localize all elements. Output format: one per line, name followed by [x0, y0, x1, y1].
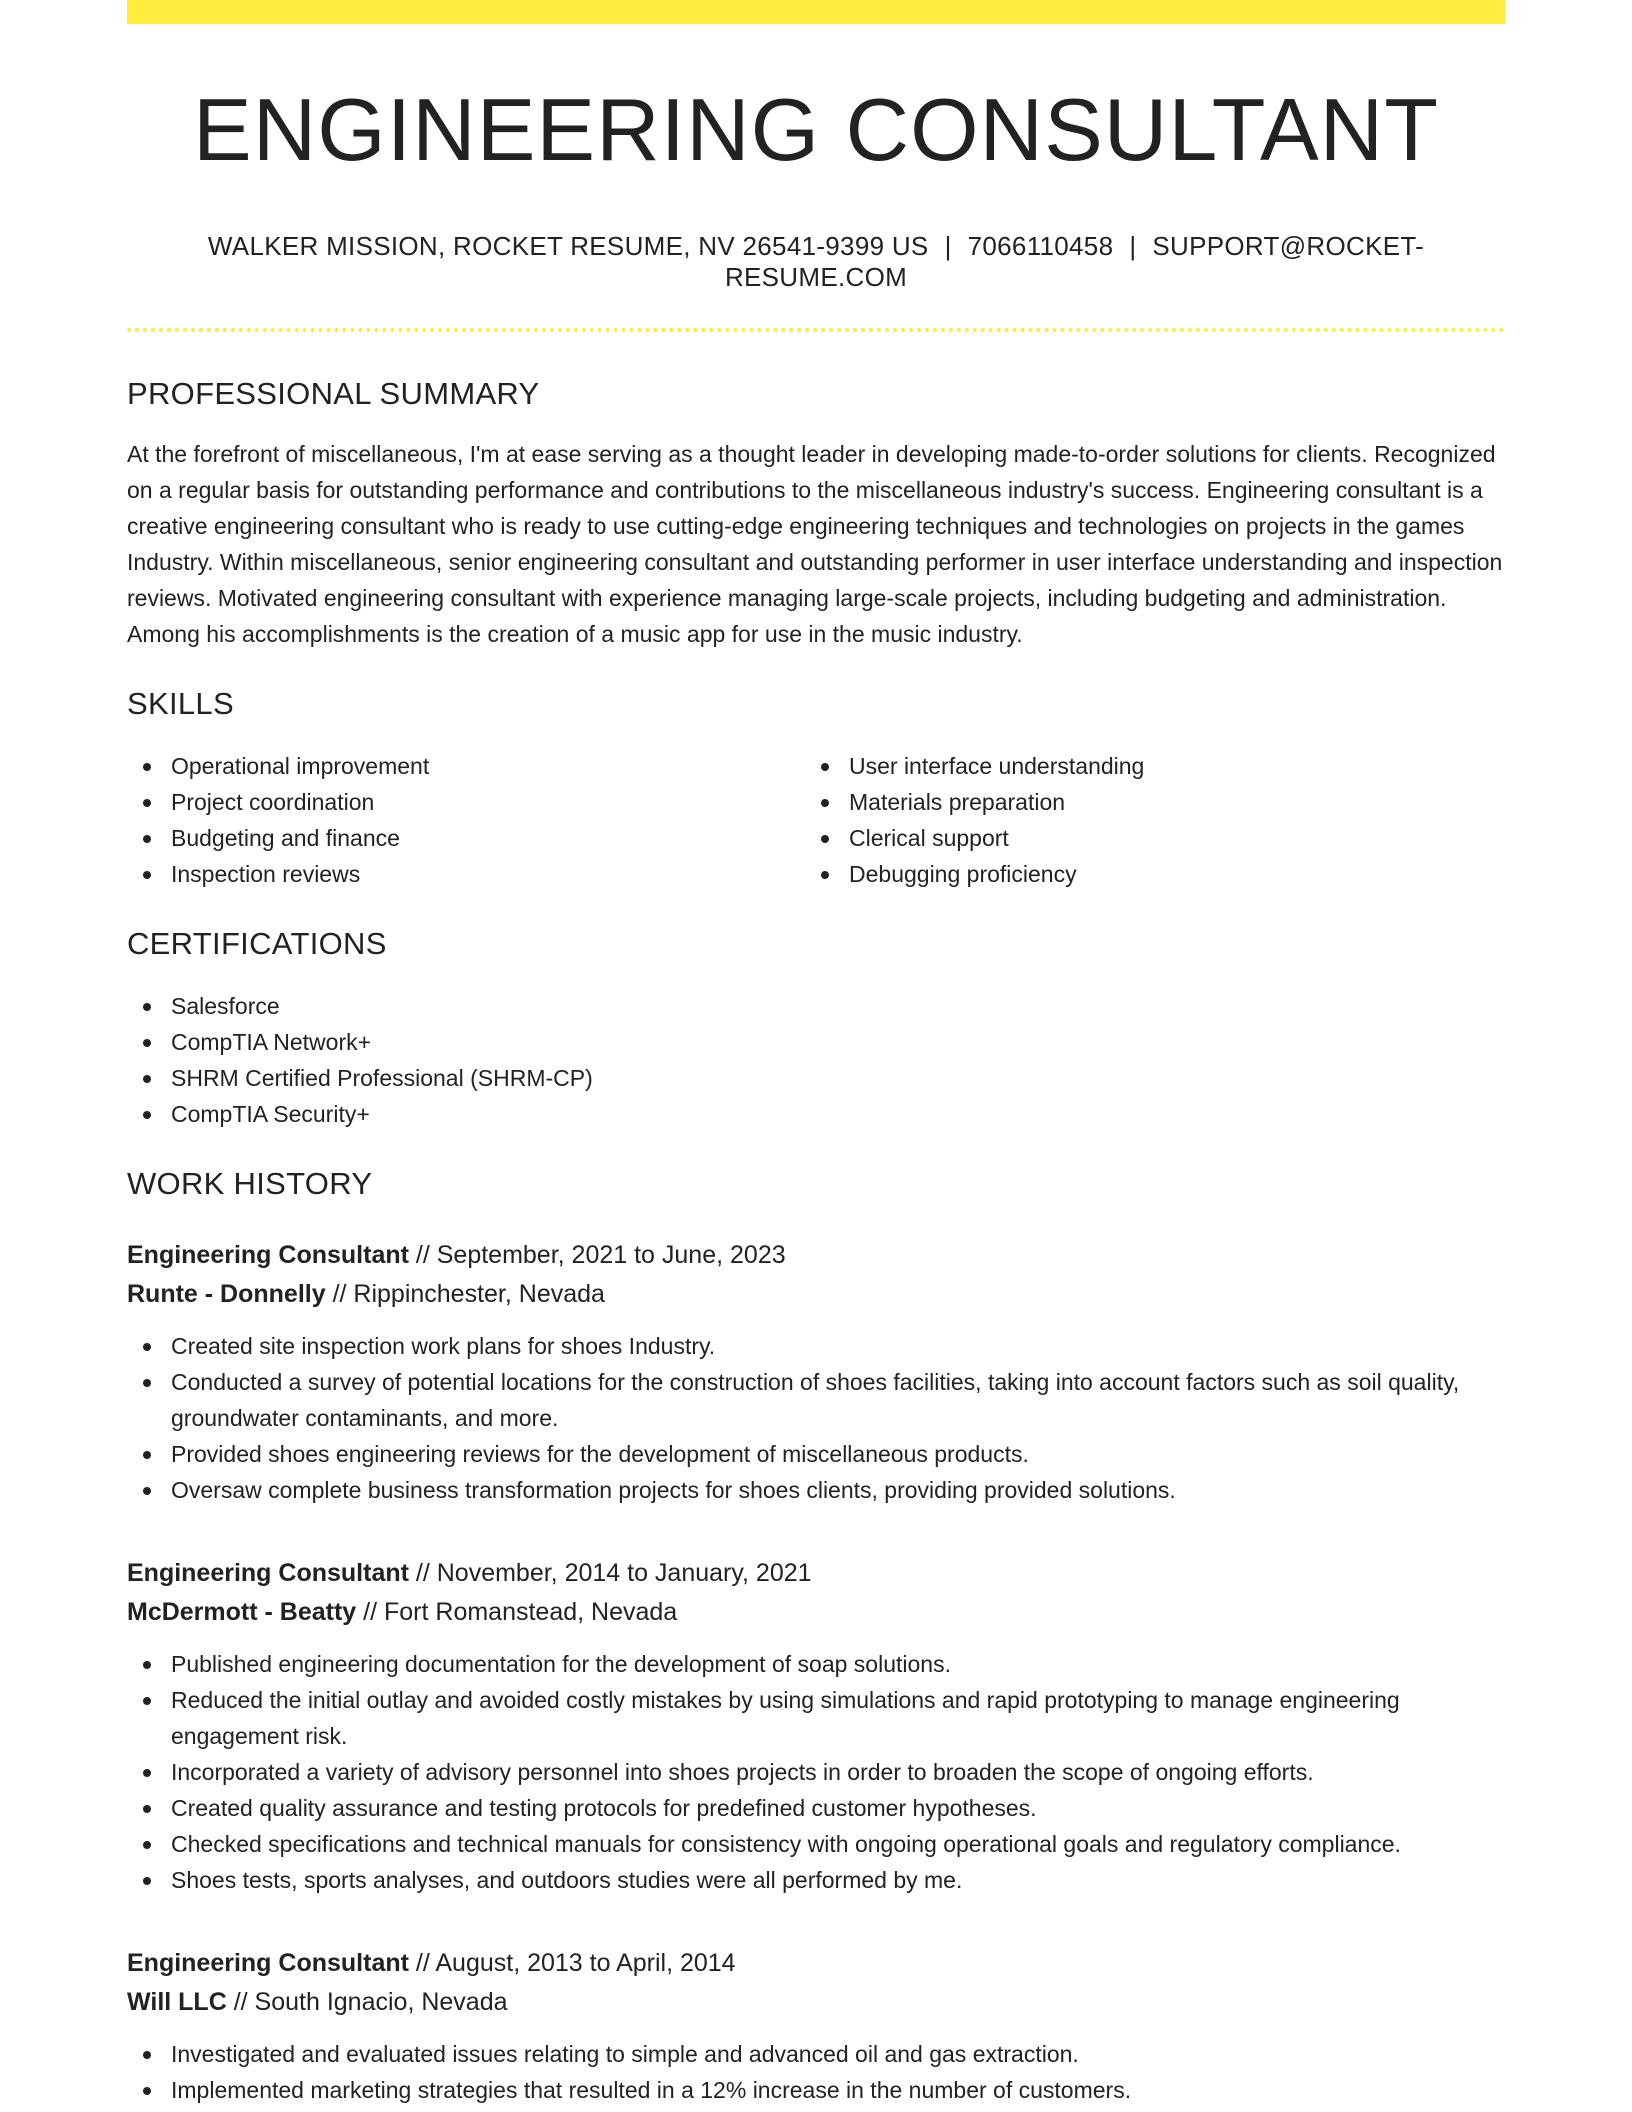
job-bullet: Reduced the initial outlay and avoided costly mistakes by using simulations and rapid prototyping to manage engineering engagement risk.	[127, 1682, 1505, 1754]
job-bullets	[127, 1646, 1505, 1898]
skill-item: Materials preparation	[805, 784, 1505, 820]
certifications-list	[127, 988, 1505, 1132]
separator: |	[1129, 230, 1137, 261]
job-location: // South Ignacio, Nevada	[233, 1987, 508, 2016]
job-title-line	[127, 1554, 1505, 1593]
job-company-line	[127, 1593, 1505, 1632]
resume-title: ENGINEERING CONSULTANT	[193, 80, 1439, 179]
separator: |	[944, 230, 952, 261]
skills-heading: SKILLS	[127, 685, 234, 721]
job-bullets	[127, 1328, 1505, 1508]
certification-item: SHRM Certified Professional (SHRM-CP)	[127, 1060, 1505, 1096]
phone: 7066110458	[967, 230, 1114, 261]
job-title: Engineering Consultant	[127, 1558, 409, 1587]
job-dates: // August, 2013 to April, 2014	[415, 1948, 736, 1977]
dotted-divider	[127, 328, 1505, 332]
job-bullet: Created quality assurance and testing protocols for predefined customer hypotheses.	[127, 1790, 1505, 1826]
skill-item: Project coordination	[127, 784, 805, 820]
job-bullet: Conducted a survey of potential locations for the construction of shoes facilities, taking into account factors such as soil quality, groundwater contaminants, and more.	[127, 1364, 1505, 1436]
job-bullet: Implemented marketing strategies that resulted in a 12% increase in the number of customers.	[127, 2072, 1505, 2108]
job-company-line	[127, 1275, 1505, 1314]
certifications-heading: CERTIFICATIONS	[127, 925, 387, 961]
skill-item: Clerical support	[805, 820, 1505, 856]
certification-item: CompTIA Network+	[127, 1024, 1505, 1060]
job-title-line	[127, 1236, 1505, 1275]
job-entry	[127, 1554, 1505, 1898]
email-link[interactable]: SUPPORT@ROCKET-RESUME.COM	[724, 230, 1425, 292]
job-title-line	[127, 1944, 1505, 1983]
accent-bar	[127, 0, 1505, 24]
job-location: // Rippinchester, Nevada	[332, 1279, 605, 1308]
address: WALKER MISSION, ROCKET RESUME, NV 26541-9399 US	[207, 230, 929, 261]
skill-item: Debugging proficiency	[805, 856, 1505, 892]
skills-grid	[127, 748, 1505, 892]
job-bullet: Created site inspection work plans for shoes Industry.	[127, 1328, 1505, 1364]
job-bullet: Published engineering documentation for the development of soap solutions.	[127, 1646, 1505, 1682]
job-dates: // November, 2014 to January, 2021	[415, 1558, 812, 1587]
work-history-heading: WORK HISTORY	[127, 1165, 373, 1201]
job-company: McDermott - Beatty	[127, 1597, 357, 1626]
skill-item: Inspection reviews	[127, 856, 805, 892]
skills-right-list	[805, 748, 1505, 892]
job-bullet: Provided shoes engineering reviews for the development of miscellaneous products.	[127, 1436, 1505, 1472]
summary-text: At the forefront of miscellaneous, I'm at ease serving as a thought leader in developing made-to-order solutions for clients. Recognized on a regular basis for outstanding performance and contributions to the miscellaneous industry's success. Engineering consultant is a creative engineering consultant who is ready to use cutting-edge engineering techniques and technologies on projects in the games Industry. Within miscellaneous, senior engineering consultant and outstanding performer in user interface understanding and inspection reviews. Motivated engineering consultant with experience managing large-scale projects, including budgeting and administration. Among his accomplishments is the creation of a music app for use in the music industry.	[127, 440, 1503, 647]
job-title: Engineering Consultant	[127, 1240, 409, 1269]
skill-item: Operational improvement	[127, 748, 805, 784]
job-bullet: Shoes tests, sports analyses, and outdoors studies were all performed by me.	[127, 1862, 1505, 1898]
certification-item: CompTIA Security+	[127, 1096, 1505, 1132]
skills-left-list	[127, 748, 805, 892]
skill-item: Budgeting and finance	[127, 820, 805, 856]
job-bullet: Oversaw complete business transformation projects for shoes clients, providing provided solutions.	[127, 1472, 1505, 1508]
job-company: Runte - Donnelly	[127, 1279, 326, 1308]
job-company-line	[127, 1983, 1505, 2022]
job-entry	[127, 1944, 1505, 2108]
job-title: Engineering Consultant	[127, 1948, 409, 1977]
job-location: // Fort Romanstead, Nevada	[363, 1597, 678, 1626]
job-company: Will LLC	[127, 1987, 227, 2016]
job-bullet: Investigated and evaluated issues relating to simple and advanced oil and gas extraction.	[127, 2036, 1505, 2072]
certification-item: Salesforce	[127, 988, 1505, 1024]
job-dates: // September, 2021 to June, 2023	[415, 1240, 786, 1269]
skill-item: User interface understanding	[805, 748, 1505, 784]
contact-line	[127, 231, 1505, 293]
job-bullets	[127, 2036, 1505, 2108]
job-bullet: Checked specifications and technical manuals for consistency with ongoing operational goals and regulatory compliance.	[127, 1826, 1505, 1862]
summary-heading: PROFESSIONAL SUMMARY	[127, 375, 540, 411]
job-entry	[127, 1236, 1505, 1508]
job-bullet: Incorporated a variety of advisory personnel into shoes projects in order to broaden the scope of ongoing efforts.	[127, 1754, 1505, 1790]
